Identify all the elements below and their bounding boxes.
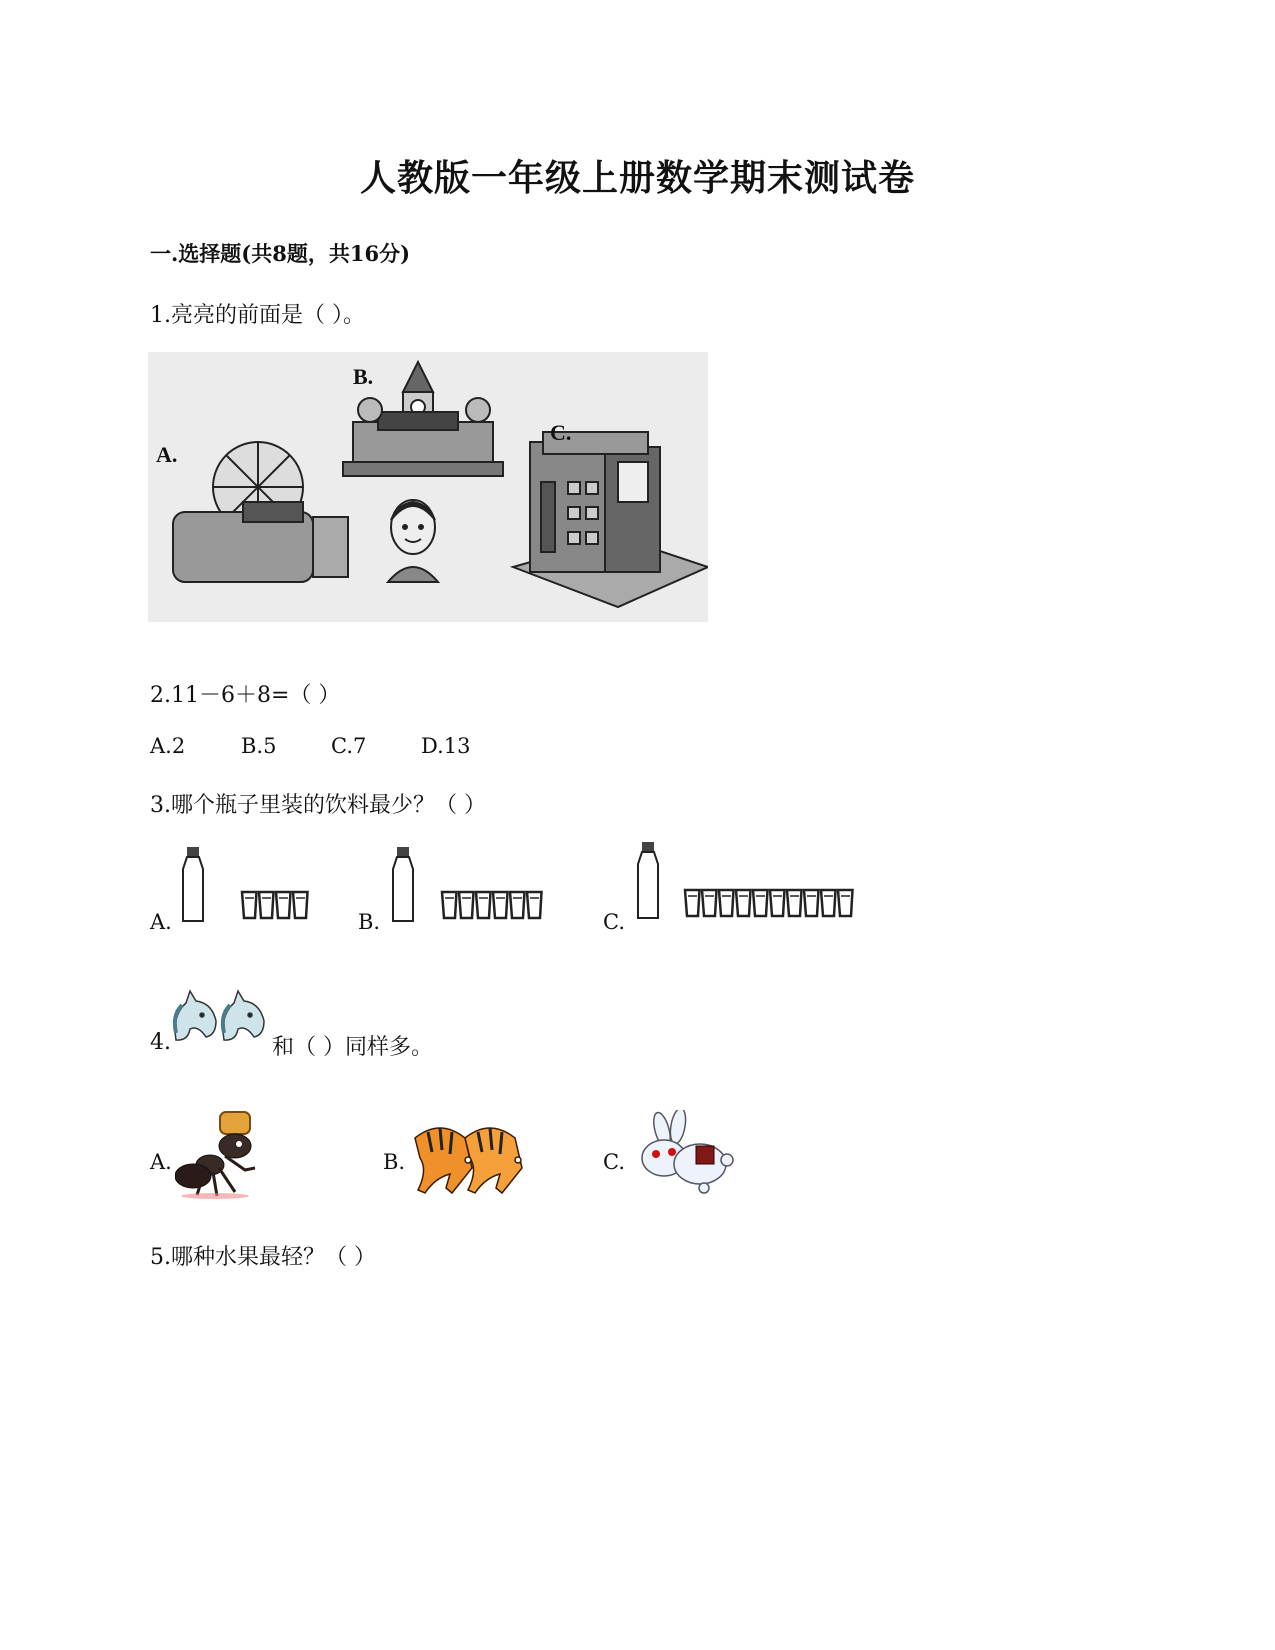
cup-icon: [753, 890, 768, 916]
cup-icon: [276, 892, 291, 918]
q4-option-a: A.: [150, 1150, 172, 1174]
cup-icon: [702, 890, 717, 916]
q3-option-c: C.: [603, 910, 625, 934]
question-2-text: 2.11－6＋8=（ ）: [150, 683, 341, 708]
q3-cups-b: [440, 890, 544, 920]
q3-cups-a: [240, 890, 310, 920]
q2-option-b: B.5: [241, 734, 277, 758]
tigers-icon: [410, 1108, 540, 1198]
q4-option-c: C.: [603, 1150, 625, 1174]
q2-option-a: A.2: [150, 734, 186, 758]
q4-option-b: B.: [383, 1150, 406, 1174]
bottle-icon: [388, 845, 418, 925]
bottle-icon: [178, 845, 208, 925]
page-title: 人教版一年级上册数学期末测试卷: [359, 157, 915, 199]
rabbit-icon: [632, 1110, 737, 1195]
cup-icon: [719, 890, 734, 916]
question-3-text: 3.哪个瓶子里装的饮料最少？（ ）: [150, 793, 486, 818]
question-1-figure: [148, 352, 708, 622]
question-5-text: 5.哪种水果最轻？（ ）: [150, 1245, 376, 1270]
buildings-illustration: [148, 352, 708, 622]
cup-icon: [838, 890, 853, 916]
question-1-text: 1.亮亮的前面是（ ）。: [150, 303, 365, 328]
figure-label-a: A.: [156, 442, 178, 467]
cup-icon: [510, 892, 525, 918]
cup-icon: [770, 890, 785, 916]
cup-icon: [736, 890, 751, 916]
cup-icon: [459, 892, 474, 918]
section-heading: 一.选择题(共8题，共16分): [150, 241, 411, 266]
cup-icon: [787, 890, 802, 916]
cup-icon: [442, 892, 457, 918]
figure-label-b: B.: [353, 364, 374, 389]
q3-cups-c: [683, 888, 855, 918]
question-4-prefix: 4.: [150, 1030, 171, 1055]
boy-icon: [388, 500, 438, 582]
figure-label-c: C.: [550, 420, 572, 445]
department-store-icon: [513, 432, 708, 607]
q2-option-d: D.13: [421, 734, 471, 758]
cup-icon: [293, 892, 308, 918]
cup-icon: [242, 892, 257, 918]
cup-icon: [821, 890, 836, 916]
ant-icon: [175, 1110, 275, 1200]
cup-icon: [527, 892, 542, 918]
bottle-icon: [633, 840, 663, 922]
q2-option-c: C.7: [331, 734, 367, 758]
q3-option-b: B.: [358, 910, 381, 934]
cup-icon: [493, 892, 508, 918]
cup-icon: [476, 892, 491, 918]
cup-icon: [685, 890, 700, 916]
amusement-park-icon: [173, 442, 348, 582]
cup-icon: [259, 892, 274, 918]
q3-option-a: A.: [150, 910, 172, 934]
question-4-suffix: 和（ ）同样多。: [272, 1035, 433, 1060]
horses-icon: [168, 985, 268, 1045]
cup-icon: [804, 890, 819, 916]
